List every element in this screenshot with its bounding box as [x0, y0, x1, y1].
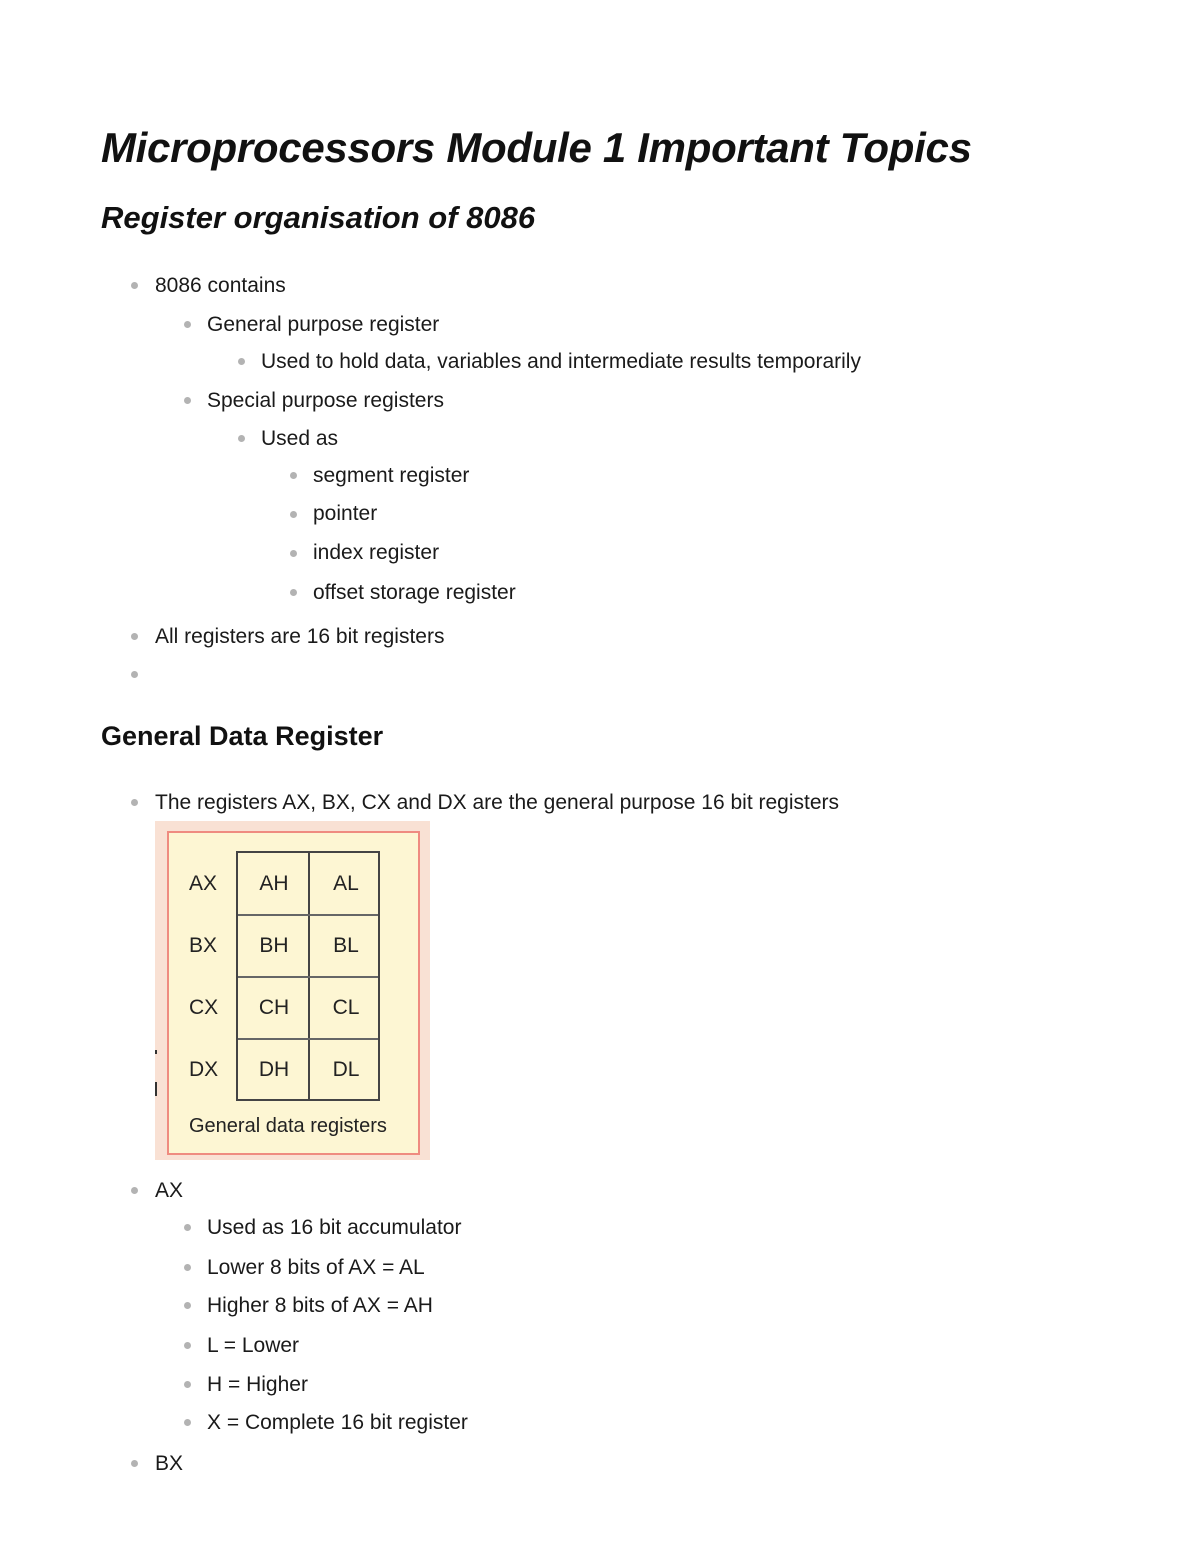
section-heading-register-organisation: Register organisation of 8086: [101, 200, 536, 235]
list-item: offset storage register: [313, 581, 516, 604]
list-item: H = Higher: [207, 1373, 308, 1396]
bullet: [184, 1342, 191, 1349]
bullet: [131, 1460, 138, 1467]
register-cell-ch: CH: [258, 996, 290, 1019]
bullet: [131, 671, 138, 678]
section-heading-general-data-register: General Data Register: [101, 721, 384, 751]
bullet: [184, 397, 191, 404]
register-label-dx: DX: [189, 1058, 219, 1081]
bullet: [184, 1264, 191, 1271]
document-title: Microprocessors Module 1 Important Topics: [101, 124, 972, 171]
bullet: [131, 633, 138, 640]
list-item: segment register: [313, 464, 470, 487]
list-item: Used to hold data, variables and intermediate results temporarily: [261, 350, 861, 373]
list-item: index register: [313, 541, 440, 564]
register-grid: [236, 851, 380, 1101]
list-item: Lower 8 bits of AX = AL: [207, 1256, 425, 1279]
list-item: 8086 contains: [155, 274, 286, 297]
list-item: General purpose register: [207, 313, 440, 336]
register-cell-bh: BH: [259, 934, 289, 957]
register-cell-al: AL: [333, 872, 359, 895]
list-item: L = Lower: [207, 1334, 300, 1357]
list-item: Used as 16 bit accumulator: [207, 1216, 462, 1239]
list-item: Special purpose registers: [207, 389, 444, 412]
register-label-ax: AX: [189, 872, 218, 895]
bullet: [184, 1381, 191, 1388]
bullet: [290, 472, 297, 479]
list-item: Used as: [261, 427, 339, 450]
list-item-bx: BX: [155, 1452, 184, 1475]
bullet: [184, 1224, 191, 1231]
figure-panel: [167, 831, 420, 1155]
figure-caption: General data registers: [189, 1115, 387, 1137]
bullet: [238, 435, 245, 442]
register-cell-cl: CL: [332, 996, 360, 1019]
bullet: [238, 358, 245, 365]
register-cell-dh: DH: [258, 1058, 290, 1081]
bullet: [290, 550, 297, 557]
bullet: [184, 1302, 191, 1309]
list-item: Higher 8 bits of AX = AH: [207, 1294, 433, 1317]
bullet: [131, 282, 138, 289]
register-label-cx: CX: [189, 996, 219, 1019]
general-data-registers-figure: [155, 821, 430, 1160]
bullet: [131, 799, 138, 806]
stray-mark: [155, 1082, 157, 1096]
bullet: [290, 589, 297, 596]
stray-mark: [155, 1050, 157, 1054]
list-item-ax: AX: [155, 1179, 184, 1202]
list-item: pointer: [313, 502, 378, 525]
bullet: [184, 321, 191, 328]
register-cell-dl: DL: [332, 1058, 360, 1081]
bullet: [184, 1419, 191, 1426]
list-item: All registers are 16 bit registers: [155, 625, 445, 648]
bullet: [290, 511, 297, 518]
list-item: The registers AX, BX, CX and DX are the general purpose 16 bit registers: [155, 791, 840, 814]
list-item: X = Complete 16 bit register: [207, 1411, 468, 1434]
bullet: [131, 1187, 138, 1194]
register-cell-ah: AH: [259, 872, 289, 895]
register-label-bx: BX: [189, 934, 218, 957]
register-cell-bl: BL: [333, 934, 359, 957]
